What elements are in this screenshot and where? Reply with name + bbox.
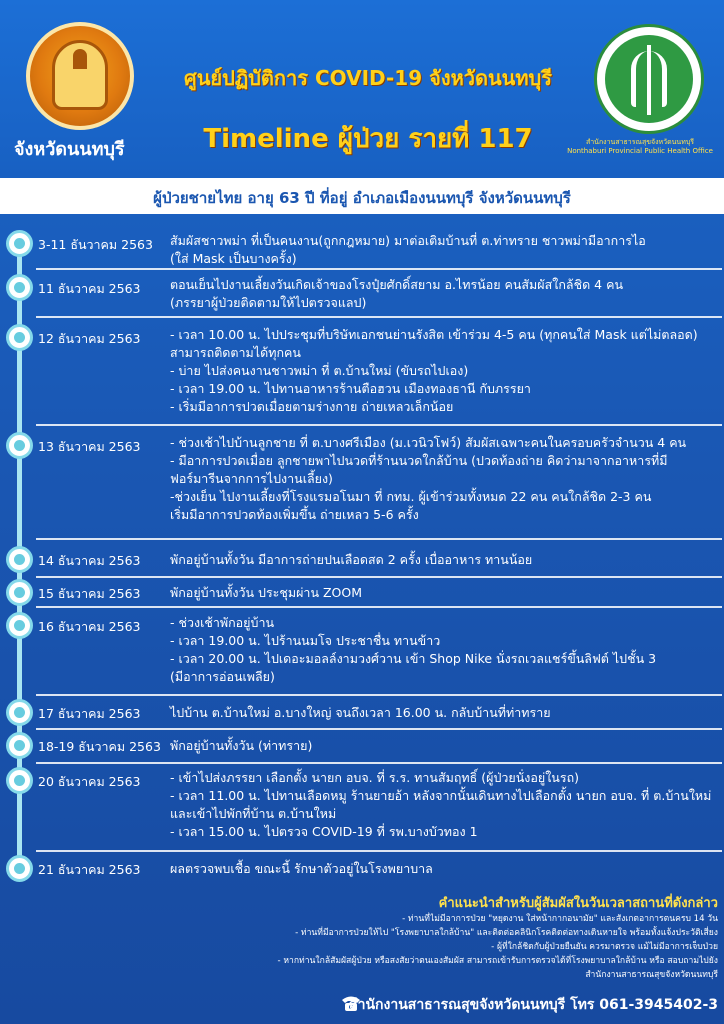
- separator: [36, 538, 722, 540]
- entry-description: [170, 276, 718, 312]
- entry-line: - ช่วงเช้าไปบ้านลูกชาย ที่ ต.บางศรีเมือง (ม.เวนิวโฟว์) สัมผัสเฉพาะคนในครอบครัวจำนวน 4 คน: [170, 435, 687, 450]
- entry-line: - เวลา 11.00 น. ไปทานเลือดหมู ร้านยายอ้า หลังจากนั้นเดินทางไปเลือกตั้ง นายก อบจ. ที่ ต.บ้านใหม่: [170, 788, 712, 803]
- entry-date: 11 ธันวาคม 2563: [38, 281, 141, 296]
- entry-description: [170, 551, 718, 569]
- separator: [36, 728, 722, 730]
- entry-description: [170, 737, 718, 755]
- advice-list: [150, 912, 718, 982]
- timeline-dot-icon: [6, 432, 33, 459]
- timeline-dot-icon: [6, 699, 33, 726]
- timeline-dot-icon: [6, 324, 33, 351]
- entry-line: - เวลา 10.00 น. ไปประชุมที่บริษัทเอกชนย่านรังสิต เข้าร่วม 4-5 คน (ทุกคนใส่ Mask แต่ไม่ตลอด): [170, 327, 698, 342]
- entry-line: สัมผัสชาวพม่า ที่เป็นคนงาน(ถูกกฎหมาย) มาต่อเติมบ้านที่ ต.ท่าทราย ชาวพม่ามีอาการไอ: [170, 233, 646, 248]
- entry-line: - เวลา 19.00 น. ไปร้านนมโจ ประชาชื่น ทานข้าว: [170, 633, 441, 648]
- timeline-dot-icon: [6, 855, 33, 882]
- entry-line: - เวลา 19.00 น. ไปทานอาหารร้านตือฮวน เมืองทองธานี กับภรรยา: [170, 381, 531, 396]
- entry-line: - บ่าย ไปส่งคนงานชาวพม่า ที่ ต.บ้านใหม่ (ขับรถไปเอง): [170, 363, 469, 378]
- entry-line: พักอยู่บ้านทั้งวัน ประชุมผ่าน ZOOM: [170, 585, 362, 600]
- right-logo-caption-th: สำนักงานสาธารณสุขจังหวัดนนทบุรี: [585, 138, 695, 146]
- entry-line: - เวลา 15.00 น. ไปตรวจ COVID-19 ที่ รพ.บางบัวทอง 1: [170, 824, 478, 839]
- advice-item: - ท่านที่ไม่มีอาการป่วย "หยุดงาน ใส่หน้ากากอนามัย" และสังเกตอาการตนครบ 14 วัน: [402, 914, 718, 924]
- entry-date: 13 ธันวาคม 2563: [38, 439, 141, 454]
- separator: [36, 762, 722, 764]
- entry-line: (ภรรยาผู้ป่วยติดตามให้ไปตรวจแลป): [170, 295, 367, 310]
- entry-date: 17 ธันวาคม 2563: [38, 706, 141, 721]
- entry-line: ผลตรวจพบเชื้อ ขณะนี้ รักษาตัวอยู่ในโรงพยาบาล: [170, 861, 433, 876]
- entry-description: [170, 434, 718, 524]
- entry-line: - ช่วงเช้าพักอยู่บ้าน: [170, 615, 275, 630]
- entry-date: 20 ธันวาคม 2563: [38, 774, 141, 789]
- entry-description: [170, 769, 718, 841]
- timeline-dot-icon: [6, 546, 33, 573]
- advice-item: - หากท่านใกล้สัมผัสผู้ป่วย หรือสงสัยว่าตนเองสัมผัส สามารถเข้ารับการตรวจได้ที่โรงพยาบาลใกล้บ้าน หรือ สอบถามไปยัง: [277, 956, 718, 966]
- separator: [36, 606, 722, 608]
- entry-date: 16 ธันวาคม 2563: [38, 619, 141, 634]
- entry-line: - มีอาการปวดเมื่อย ลูกชายพาไปนวดที่ร้านนวดใกล้บ้าน (ปวดท้องถ่าย คิดว่ามาจากอาหารที่มี: [170, 453, 668, 468]
- entry-line: - เริ่มมีอาการปวดเมื่อยตามร่างกาย ถ่ายเหลวเล็กน้อย: [170, 399, 454, 414]
- entry-line: ตอนเย็นไปงานเลี้ยงวันเกิดเจ้าของโรงปุ๋ยศักดิ์สยาม อ.ไทรน้อย คนสัมผัสใกล้ชิด 4 คน: [170, 277, 623, 292]
- entry-description: [170, 232, 718, 268]
- separator: [36, 576, 722, 578]
- ministry-of-public-health-logo-icon: [594, 24, 704, 134]
- advice-title: คำแนะนำสำหรับผู้สัมผัสในวันเวลาสถานที่ดังกล่าว: [438, 896, 718, 911]
- right-logo-caption-en: Nonthaburi Provincial Public Health Office: [567, 147, 713, 155]
- separator: [36, 316, 722, 318]
- separator: [36, 268, 722, 270]
- advice-item: สำนักงานสาธารณสุขจังหวัดนนทบุรี: [585, 970, 718, 980]
- entry-date: 15 ธันวาคม 2563: [38, 586, 141, 601]
- timeline-dot-icon: [6, 612, 33, 639]
- entry-description: [170, 326, 718, 416]
- timeline-dot-icon: [6, 767, 33, 794]
- nonthaburi-seal-icon: [26, 22, 134, 130]
- entry-line: เริ่มมีอาการปวดท้องเพิ่มขึ้น ถ่ายเหลว 5-6 ครั้ง: [170, 507, 419, 522]
- footer-contact: สำนักงานสาธารณสุขจังหวัดนนทบุรี โทร 061-3945402-3: [349, 997, 718, 1013]
- entry-description: [170, 860, 718, 878]
- header-banner: [0, 0, 724, 178]
- entry-date: 3-11 ธันวาคม 2563: [38, 237, 153, 252]
- entry-line: ฟอร์มารีนจากการไปงานเลี้ยง): [170, 471, 333, 486]
- entry-line: พักอยู่บ้านทั้งวัน (ท่าทราย): [170, 738, 313, 753]
- entry-line: พักอยู่บ้านทั้งวัน มีอาการถ่ายปนเลือดสด 2 ครั้ง เบื่ออาหาร ทานน้อย: [170, 552, 533, 567]
- separator: [36, 694, 722, 696]
- right-logo-caption: [560, 138, 720, 156]
- entry-line: (ใส่ Mask เป็นบางครั้ง): [170, 251, 297, 266]
- entry-date: 12 ธันวาคม 2563: [38, 331, 141, 346]
- timeline-dot-icon: [6, 579, 33, 606]
- entry-date: 21 ธันวาคม 2563: [38, 862, 141, 877]
- entry-date: 18-19 ธันวาคม 2563: [38, 739, 161, 754]
- entry-line: สามารถติดตามได้ทุกคน: [170, 345, 301, 360]
- advice-item: - ท่านที่มีอาการป่วยให้ไป "โรงพยาบาลใกล้บ้าน" และติดต่อคลินิกโรคติดต่อทางเดินหายใจ พร้อมทั้งแจ้งประวัติเสี่ยง: [295, 928, 718, 938]
- entry-line: ไปบ้าน ต.บ้านใหม่ อ.บางใหญ่ จนถึงเวลา 16.00 น. กลับบ้านที่ท่าทราย: [170, 705, 551, 720]
- entry-date: 14 ธันวาคม 2563: [38, 553, 141, 568]
- separator: [36, 850, 722, 852]
- patient-summary: ผู้ป่วยชายไทย อายุ 63 ปี ที่อยู่ อำเภอเมืองนนทบุรี จังหวัดนนทบุรี: [153, 189, 571, 207]
- entry-line: - เข้าไปส่งภรรยา เลือกตั้ง นายก อบจ. ที่ ร.ร. ทานสัมฤทธิ์ (ผู้ป่วยนั่งอยู่ในรถ): [170, 770, 580, 785]
- entry-line: -ช่วงเย็น ไปงานเลี้ยงที่โรงแรมอโนมา ที่ กทม. ผู้เข้าร่วมทั้งหมด 22 คน คนใกล้ชิด 2-3 คน: [170, 489, 652, 504]
- entry-line: และเข้าไปพักที่บ้าน ต.บ้านใหม่: [170, 806, 337, 821]
- advice-item: - ผู้ที่ใกล้ชิดกับผู้ป่วยยืนยัน ควรมาตรวจ แม้ไม่มีอาการเจ็บป่วย: [491, 942, 718, 952]
- separator: [36, 424, 722, 426]
- timeline-dot-icon: [6, 230, 33, 257]
- title-line2: Timeline ผู้ป่วย รายที่ 117: [203, 124, 533, 154]
- entry-line: - เวลา 20.00 น. ไปเดอะมอลล์งามวงศ์วาน เข้า Shop Nike นั่งรถเวลแชร์ขึ้นลิฟต์ ไปชั้น 3: [170, 651, 657, 666]
- entry-description: [170, 584, 718, 602]
- left-logo-caption: จังหวัดนนทบุรี: [14, 139, 125, 160]
- entry-description: [170, 704, 718, 722]
- entry-line: (มีอาการอ่อนเพลีย): [170, 669, 275, 684]
- title-line1: ศูนย์ปฏิบัติการ COVID-19 จังหวัดนนทบุรี: [184, 66, 552, 90]
- timeline-dot-icon: [6, 732, 33, 759]
- entry-description: [170, 614, 718, 686]
- timeline-dot-icon: [6, 274, 33, 301]
